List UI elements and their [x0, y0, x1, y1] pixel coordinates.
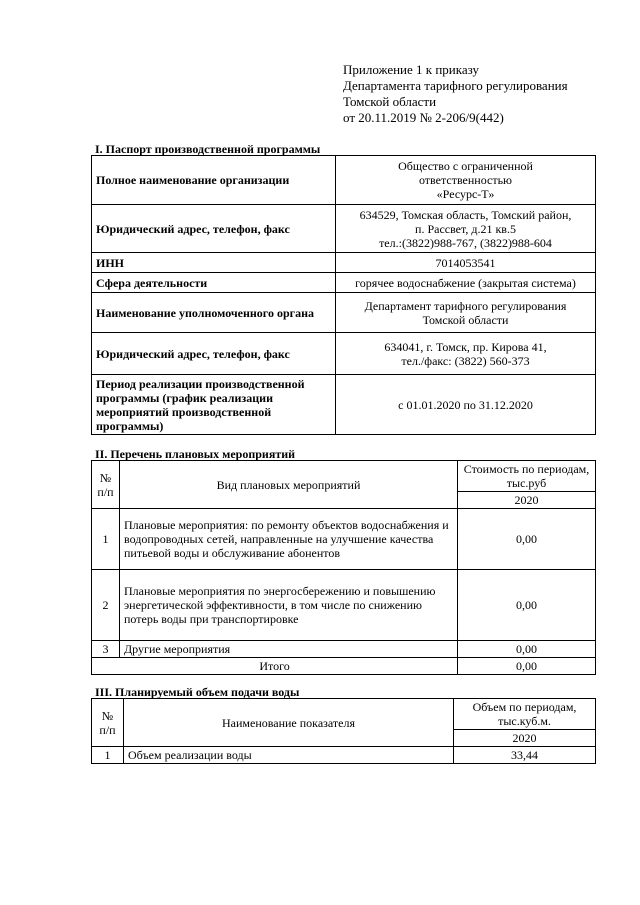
passport-label: Сфера деятельности: [92, 273, 336, 293]
activity-name: Плановые мероприятия: по ремонту объектов водоснабжения и водопроводных сетей, направленные на улучшение качества питьевой воды и обслуживание абонентов: [120, 509, 458, 570]
passport-value: горячее водоснабжение (закрытая система): [336, 273, 596, 293]
column-header-number: № п/п: [92, 461, 120, 509]
passport-row: [92, 205, 596, 253]
section-3-title: III. Планируемый объем подачи воды: [95, 685, 300, 699]
order-header: [343, 62, 623, 126]
activity-name: Другие мероприятия: [120, 641, 458, 658]
header-line-1: Приложение 1 к приказу: [343, 62, 480, 77]
activity-name: Плановые мероприятия по энергосбережению и повышению энергетической эффективности, в том числе по снижению потерь воды при транспортировке: [120, 570, 458, 641]
passport-value: с 01.01.2020 по 31.12.2020: [336, 375, 596, 435]
row-number: 1: [92, 747, 124, 764]
column-header-cost: Стоимость по периодам, тыс.руб: [458, 461, 596, 492]
table-row: [92, 641, 596, 658]
passport-table: [91, 155, 596, 435]
activity-cost: 0,00: [458, 641, 596, 658]
column-header-year: 2020: [454, 730, 596, 747]
header-line-3: Томской области: [343, 94, 437, 109]
column-header-year: 2020: [458, 492, 596, 509]
table-row: [92, 747, 596, 764]
row-number: 3: [92, 641, 120, 658]
passport-row: [92, 333, 596, 375]
header-line-2: Департамента тарифного регулирования: [343, 78, 568, 93]
table-row: [92, 570, 596, 641]
total-value: 0,00: [458, 658, 596, 675]
passport-value: 634041, г. Томск, пр. Кирова 41, тел./факс: (3822) 560-373: [336, 333, 596, 375]
section-2-title: II. Перечень плановых мероприятий: [95, 447, 296, 461]
table-row: [92, 509, 596, 570]
passport-value: Департамент тарифного регулирования Томской области: [336, 293, 596, 333]
column-header-activity: Вид плановых мероприятий: [120, 461, 458, 509]
column-header-indicator: Наименование показателя: [124, 699, 454, 747]
activity-cost: 0,00: [458, 509, 596, 570]
passport-row: [92, 156, 596, 205]
passport-value: 634529, Томская область, Томский район, п. Рассвет, д.21 кв.5 тел.:(3822)988-767, (3822)988-604: [336, 205, 596, 253]
activities-table: [91, 460, 596, 675]
table-header-row: [92, 461, 596, 492]
header-line-4: от 20.11.2019 № 2-206/9(442): [343, 110, 504, 125]
row-number: 2: [92, 570, 120, 641]
total-label: Итого: [92, 658, 458, 675]
passport-label: ИНН: [92, 253, 336, 273]
passport-value: Общество с ограниченной ответственностью «Ресурс-Т»: [336, 156, 596, 205]
total-row: [92, 658, 596, 675]
passport-row: [92, 293, 596, 333]
passport-label: Период реализации производственной программы (график реализации мероприятий производственной программы): [92, 375, 336, 435]
passport-label: Юридический адрес, телефон, факс: [92, 333, 336, 375]
column-header-number: № п/п: [92, 699, 124, 747]
passport-row: [92, 253, 596, 273]
passport-label: Юридический адрес, телефон, факс: [92, 205, 336, 253]
passport-value: 7014053541: [336, 253, 596, 273]
passport-label: Полное наименование организации: [92, 156, 336, 205]
table-header-row: [92, 699, 596, 730]
indicator-name: Объем реализации воды: [124, 747, 454, 764]
row-number: 1: [92, 509, 120, 570]
water-volume-table: [91, 698, 596, 764]
volume-value: 33,44: [454, 747, 596, 764]
column-header-volume: Объем по периодам, тыс.куб.м.: [454, 699, 596, 730]
passport-row: [92, 273, 596, 293]
passport-label: Наименование уполномоченного органа: [92, 293, 336, 333]
passport-row: [92, 375, 596, 435]
section-1-title: I. Паспорт производственной программы: [95, 142, 321, 156]
activity-cost: 0,00: [458, 570, 596, 641]
